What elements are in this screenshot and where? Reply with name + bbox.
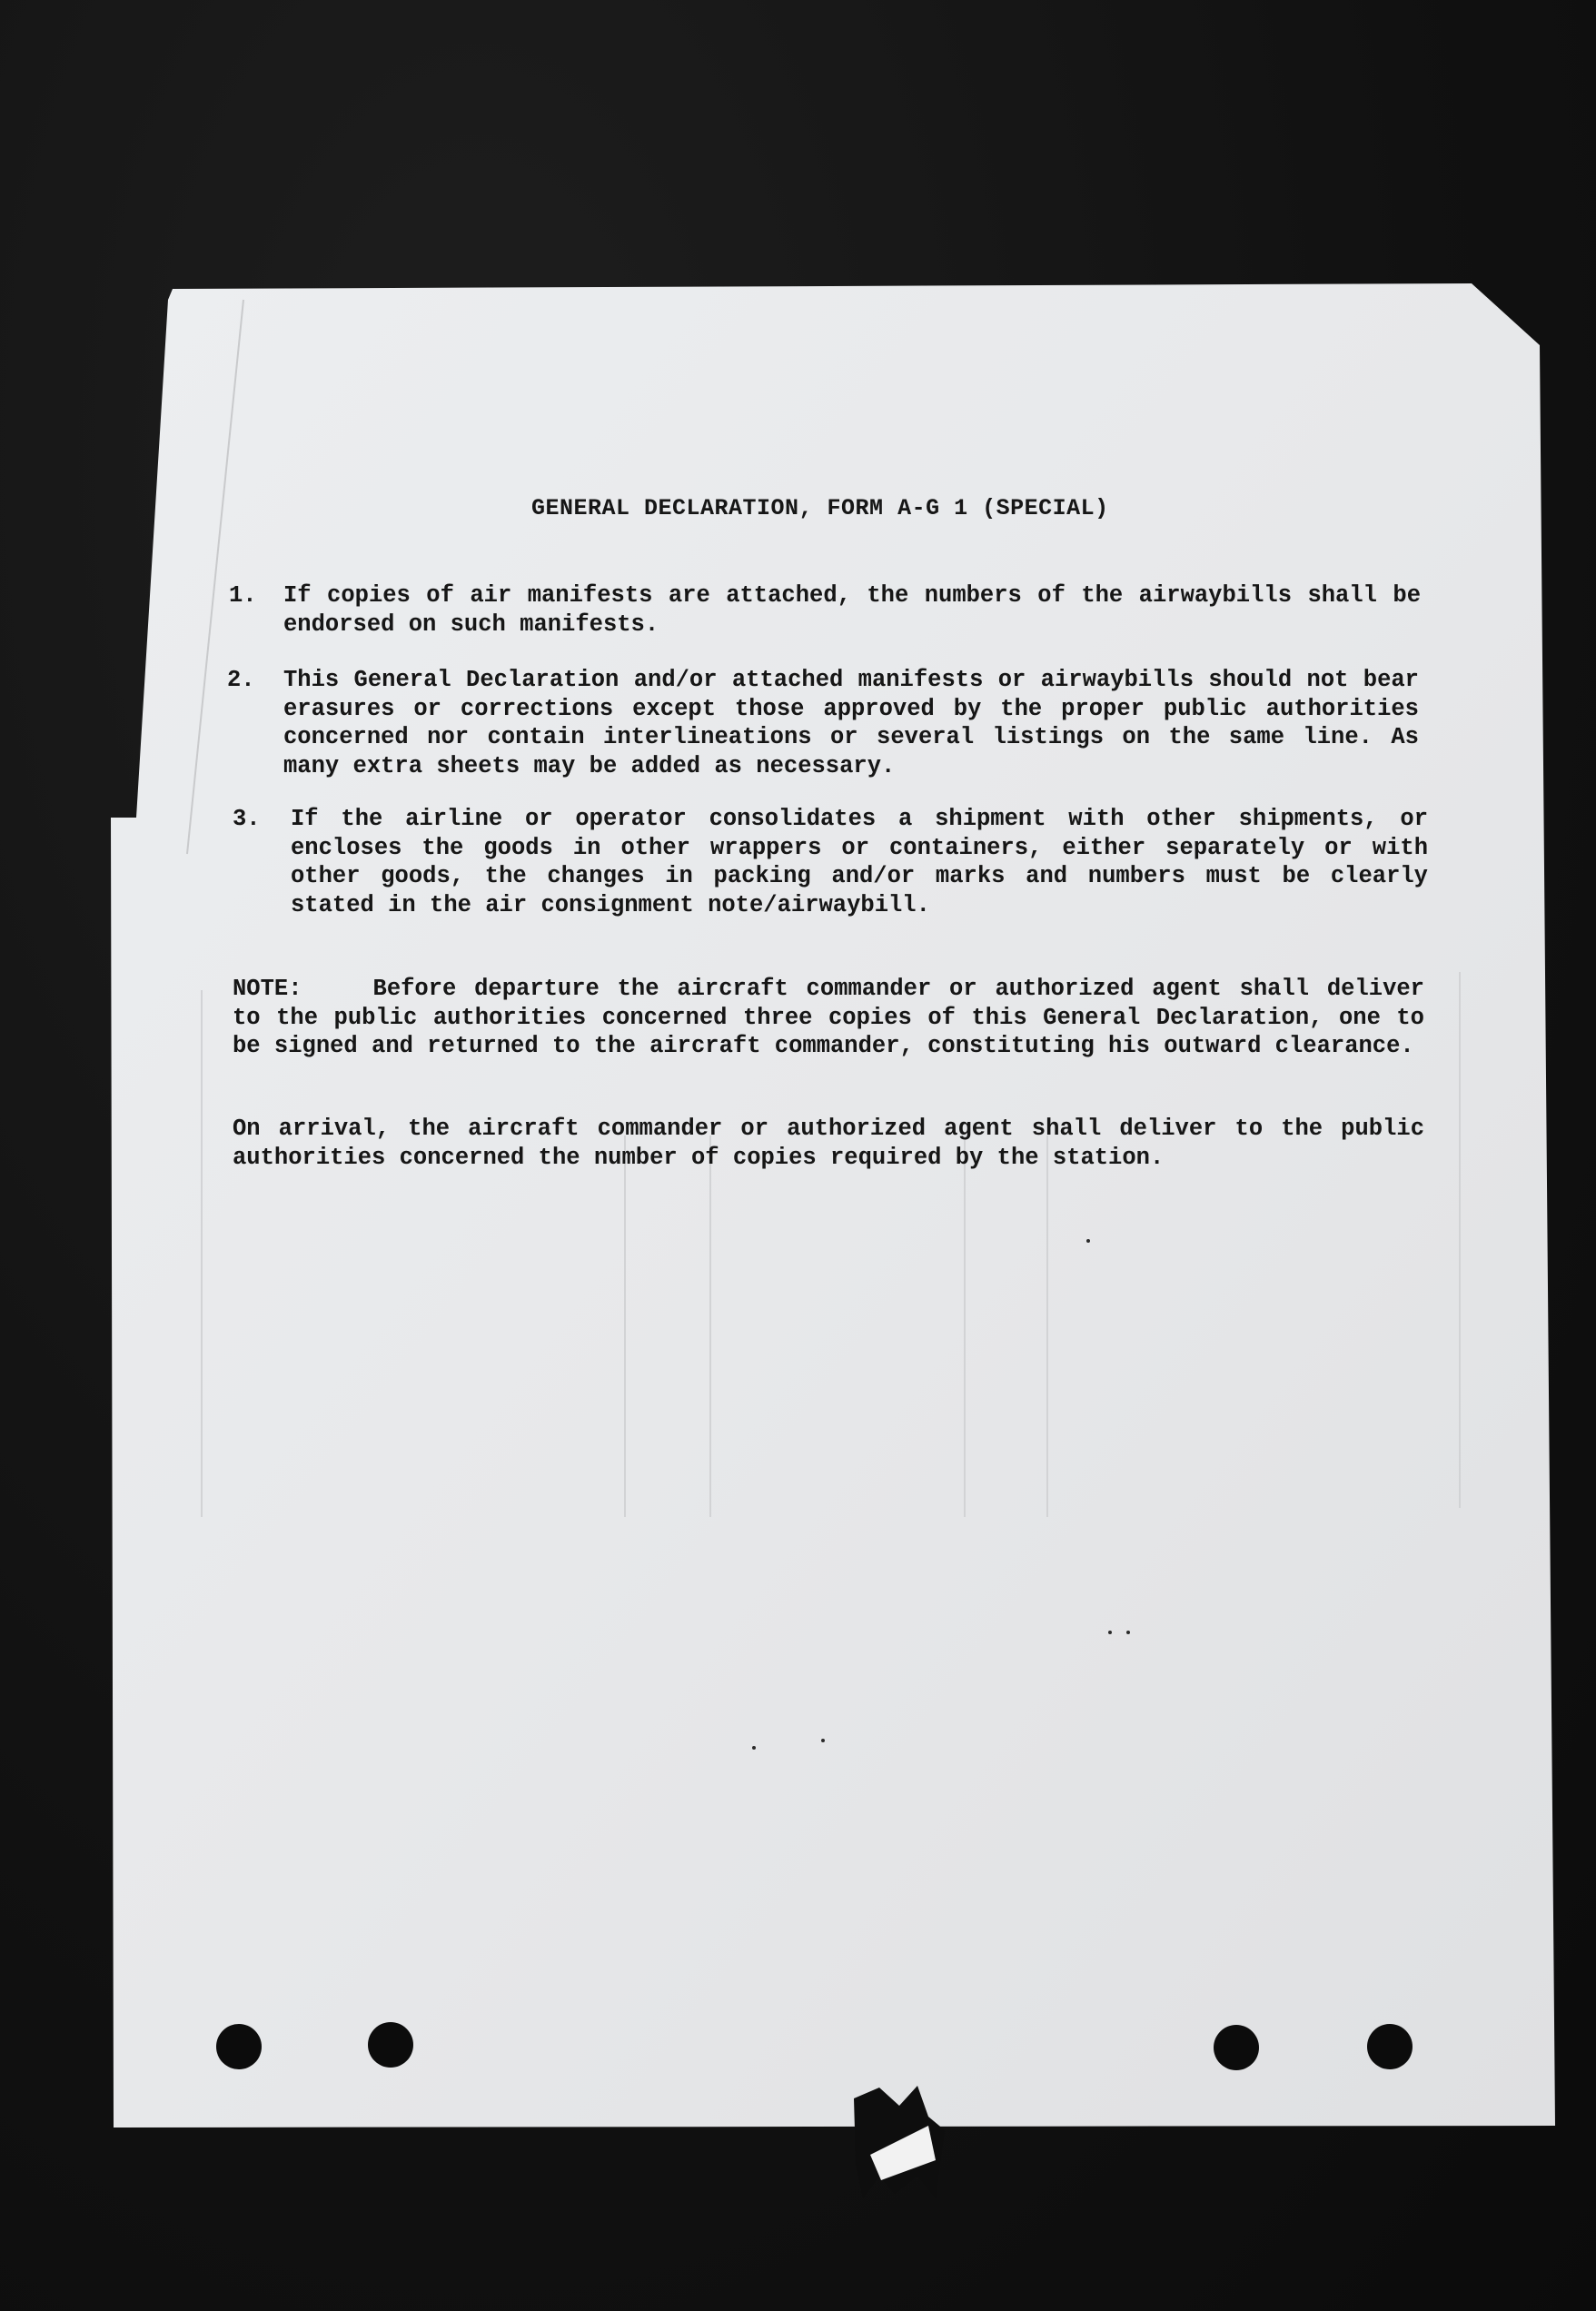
instruction-item-2	[227, 666, 1419, 784]
instruction-item-1	[229, 581, 1421, 645]
item-number: 3.	[233, 806, 261, 832]
note-label: NOTE:	[233, 976, 302, 1002]
item-text: This General Declaration and/or attached manifests or airwaybills should not bear erasures or corrections except those approved by the proper public authorities concerned nor contain interlineations or several listings on the same line. As many extra sheets may be added as necessary.	[283, 667, 1419, 779]
arrival-paragraph	[233, 1115, 1424, 1172]
item-text: If copies of air manifests are attached, the numbers of the airwaybills shall be endorsed on such manifests.	[283, 582, 1421, 638]
item-number: 2.	[227, 667, 255, 693]
instruction-item-3	[233, 805, 1428, 923]
item-text: If the airline or operator consolidates a shipment with other shipments, or encloses the goods in other wrappers or containers, either separately or with other goods, the changes in packing and/or marks and numbers must be clearly stated in the air consignment note/airwaybill.	[291, 806, 1428, 918]
note-paragraph	[233, 975, 1424, 1061]
arrival-text: On arrival, the aircraft commander or authorized agent shall deliver to the public authorities concerned the number of copies required by the station.	[233, 1116, 1424, 1171]
document-title: GENERAL DECLARATION, FORM A-G 1 (SPECIAL)	[531, 495, 1109, 521]
note-text: Before departure the aircraft commander or authorized agent shall deliver to the public authorities concerned three copies of this General Declaration, one to be signed and returned to the aircraft commander, constituting his outward clearance.	[233, 976, 1424, 1059]
item-number: 1.	[229, 582, 257, 609]
